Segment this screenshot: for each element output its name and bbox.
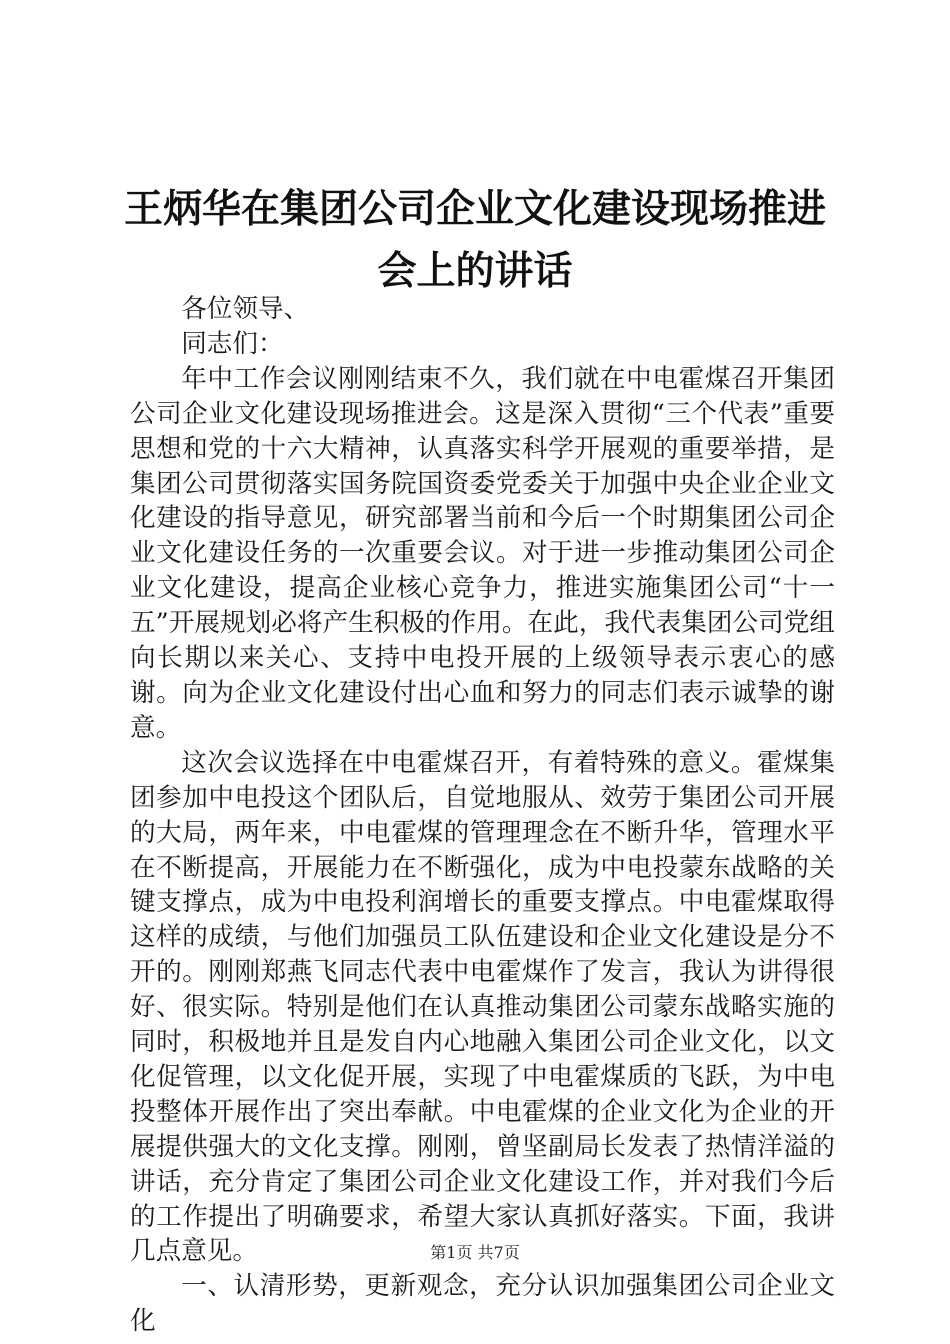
document-title: 王炳华在集团公司企业文化建设现场推进会上的讲话 bbox=[123, 186, 826, 294]
salutation-line-2: 同志们： bbox=[181, 328, 284, 359]
salutation-line-1: 各位领导、 bbox=[181, 294, 310, 324]
page-footer: 第1页 共7页 bbox=[430, 1243, 520, 1262]
document-body bbox=[130, 292, 835, 1339]
section-heading-1: 一、认清形势，更新观念，充分认识加强集团公司企业文化 bbox=[130, 1271, 835, 1337]
body-paragraph-2: 这次会议选择在中电霍煤召开，有着特殊的意义。霍煤集团参加中电投这个团队后，自觉地服从、效劳于集团公司开展的大局，两年来，中电霍煤的管理理念在不断升华，管理水平在不断提高，开展能力在不断强化，成为中电投蒙东战略的关键支撑点，成为中电投利润增长的重要支撑点。中电霍煤取得这样的成绩，与他们加强员工队伍建设和企业文化建设是分不开的。刚刚郑燕飞同志代表中电霍煤作了发言，我认为讲得很好、很实际。特别是他们在认真推动集团公司蒙东战略实施的同时，积极地并且是发自内心地融入集团公司企业文化，以文化促管理，以文化促开展，实现了中电霍煤质的飞跃，为中电投整体开展作出了突出奉献。中电霍煤的企业文化为企业的开展提供强大的文化支撑。刚刚，曾坚副局长发表了热情洋溢的讲话，充分肯定了集团公司企业文化建设工作，并对我们今后的工作提出了明确要求，希望大家认真抓好落实。下面，我讲几点意见。 bbox=[130, 747, 835, 1267]
body-paragraph-1: 年中工作会议刚刚结束不久，我们就在中电霍煤召开集团公司企业文化建设现场推进会。这是深入贯彻“三个代表”重要思想和党的十六大精神，认真落实科学开展观的重要举措，是集团公司贯彻落实国务院国资委党委关于加强中央企业企业文化建设的指导意见，研究部署当前和今后一个时期集团公司企业文化建设任务的一次重要会议。对于进一步推动集团公司企业文化建设，提高企业核心竞争力，推进实施集团公司“十一五”开展规划必将产生积极的作用。在此，我代表集团公司党组向长期以来关心、支持中电投开展的上级领导表示衷心的感谢。向为企业文化建设付出心血和努力的同志们表示诚挚的谢意。 bbox=[130, 363, 835, 743]
